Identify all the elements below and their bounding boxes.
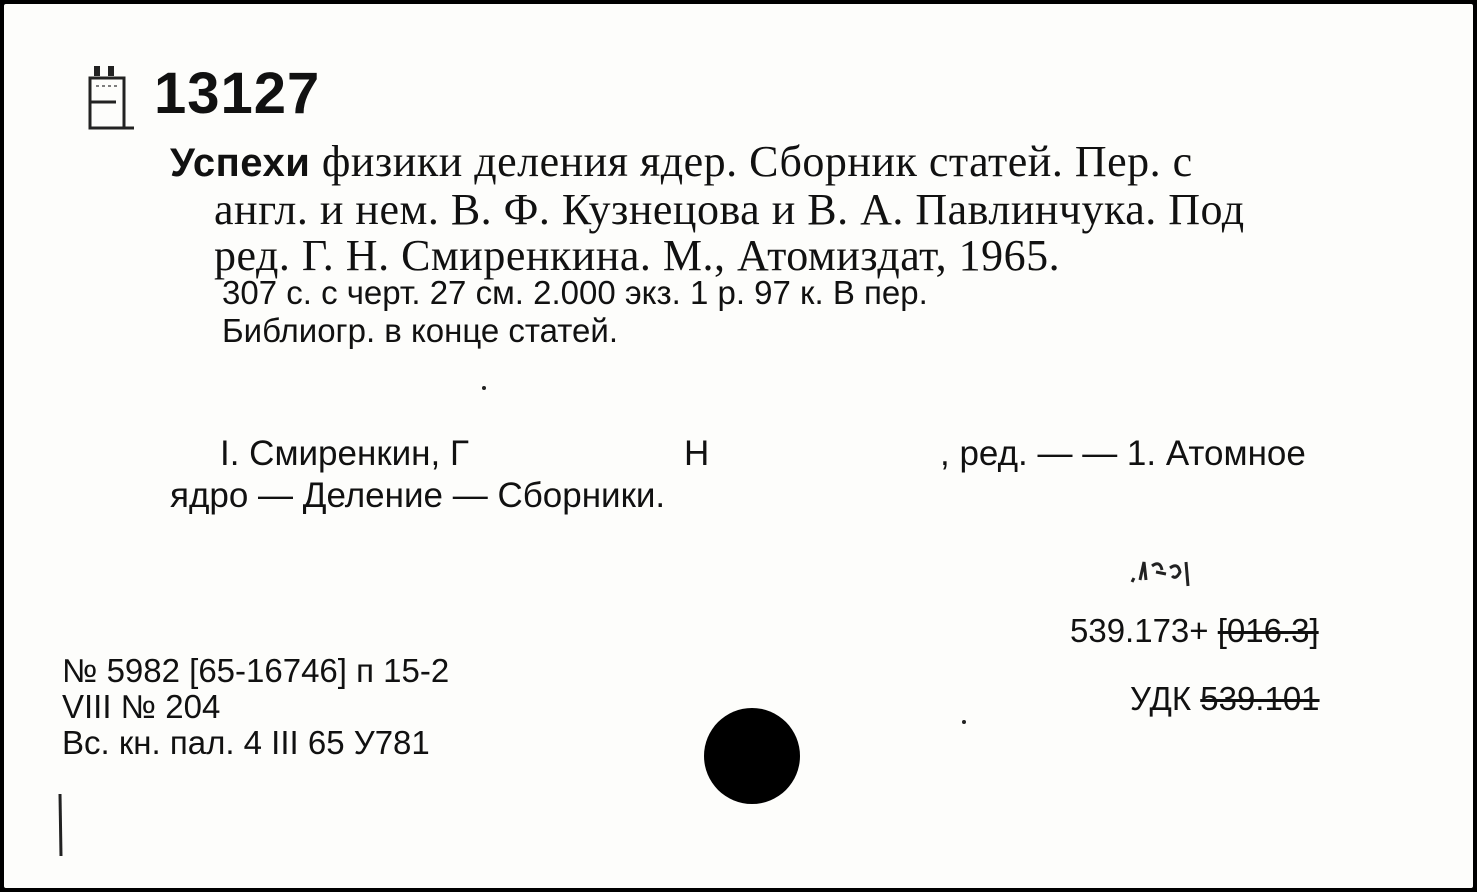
title-lead-word: Успехи bbox=[170, 141, 311, 185]
udk-struck-number: 539.101 bbox=[1200, 680, 1320, 717]
editor-imprint-line: ред. Г. Н. Смиренкина. М., Атомиздат, 1965. bbox=[214, 231, 1061, 280]
collation-line: 307 с. с черт. 27 см. 2.000 экз. 1 р. 97 к. В пер. bbox=[222, 274, 928, 311]
tracing-subject-start: , ред. — — 1. Атомное bbox=[940, 434, 1306, 473]
shelf-mark-stamp bbox=[84, 62, 136, 132]
catalog-card bbox=[4, 4, 1473, 888]
speck bbox=[962, 720, 966, 724]
edge-mark bbox=[58, 794, 64, 856]
card-number: 13127 bbox=[154, 61, 321, 126]
translators-line: англ. и нем. В. Ф. Кузнецова и В. А. Павлинчука. Под bbox=[214, 185, 1245, 234]
speck bbox=[482, 386, 486, 390]
classification-number bbox=[1070, 612, 1319, 650]
classification-current: 539.173+ bbox=[1070, 612, 1209, 649]
chamber-line: Вс. кн. пал. 4 III 65 У781 bbox=[62, 724, 430, 761]
udk-label: УДК bbox=[1130, 680, 1192, 717]
punch-hole bbox=[704, 708, 800, 804]
handwritten-note bbox=[1126, 552, 1206, 592]
volume-line: VIII № 204 bbox=[62, 688, 221, 725]
bibliography-note: Библиогр. в конце статей. bbox=[222, 312, 618, 349]
tracing-editor: I. Смиренкин, Г bbox=[220, 434, 469, 473]
title-line bbox=[170, 136, 1193, 187]
accession-line: № 5982 [65-16746] п 15-2 bbox=[62, 652, 450, 689]
tracing-subjects: ядро — Деление — Сборники. bbox=[170, 476, 666, 515]
title-rest: физики деления ядер. Сборник статей. Пер. с bbox=[321, 137, 1193, 186]
tracing-initial: Н bbox=[684, 434, 710, 473]
udk-line bbox=[1130, 680, 1320, 718]
classification-struck: [016.3] bbox=[1217, 612, 1319, 649]
